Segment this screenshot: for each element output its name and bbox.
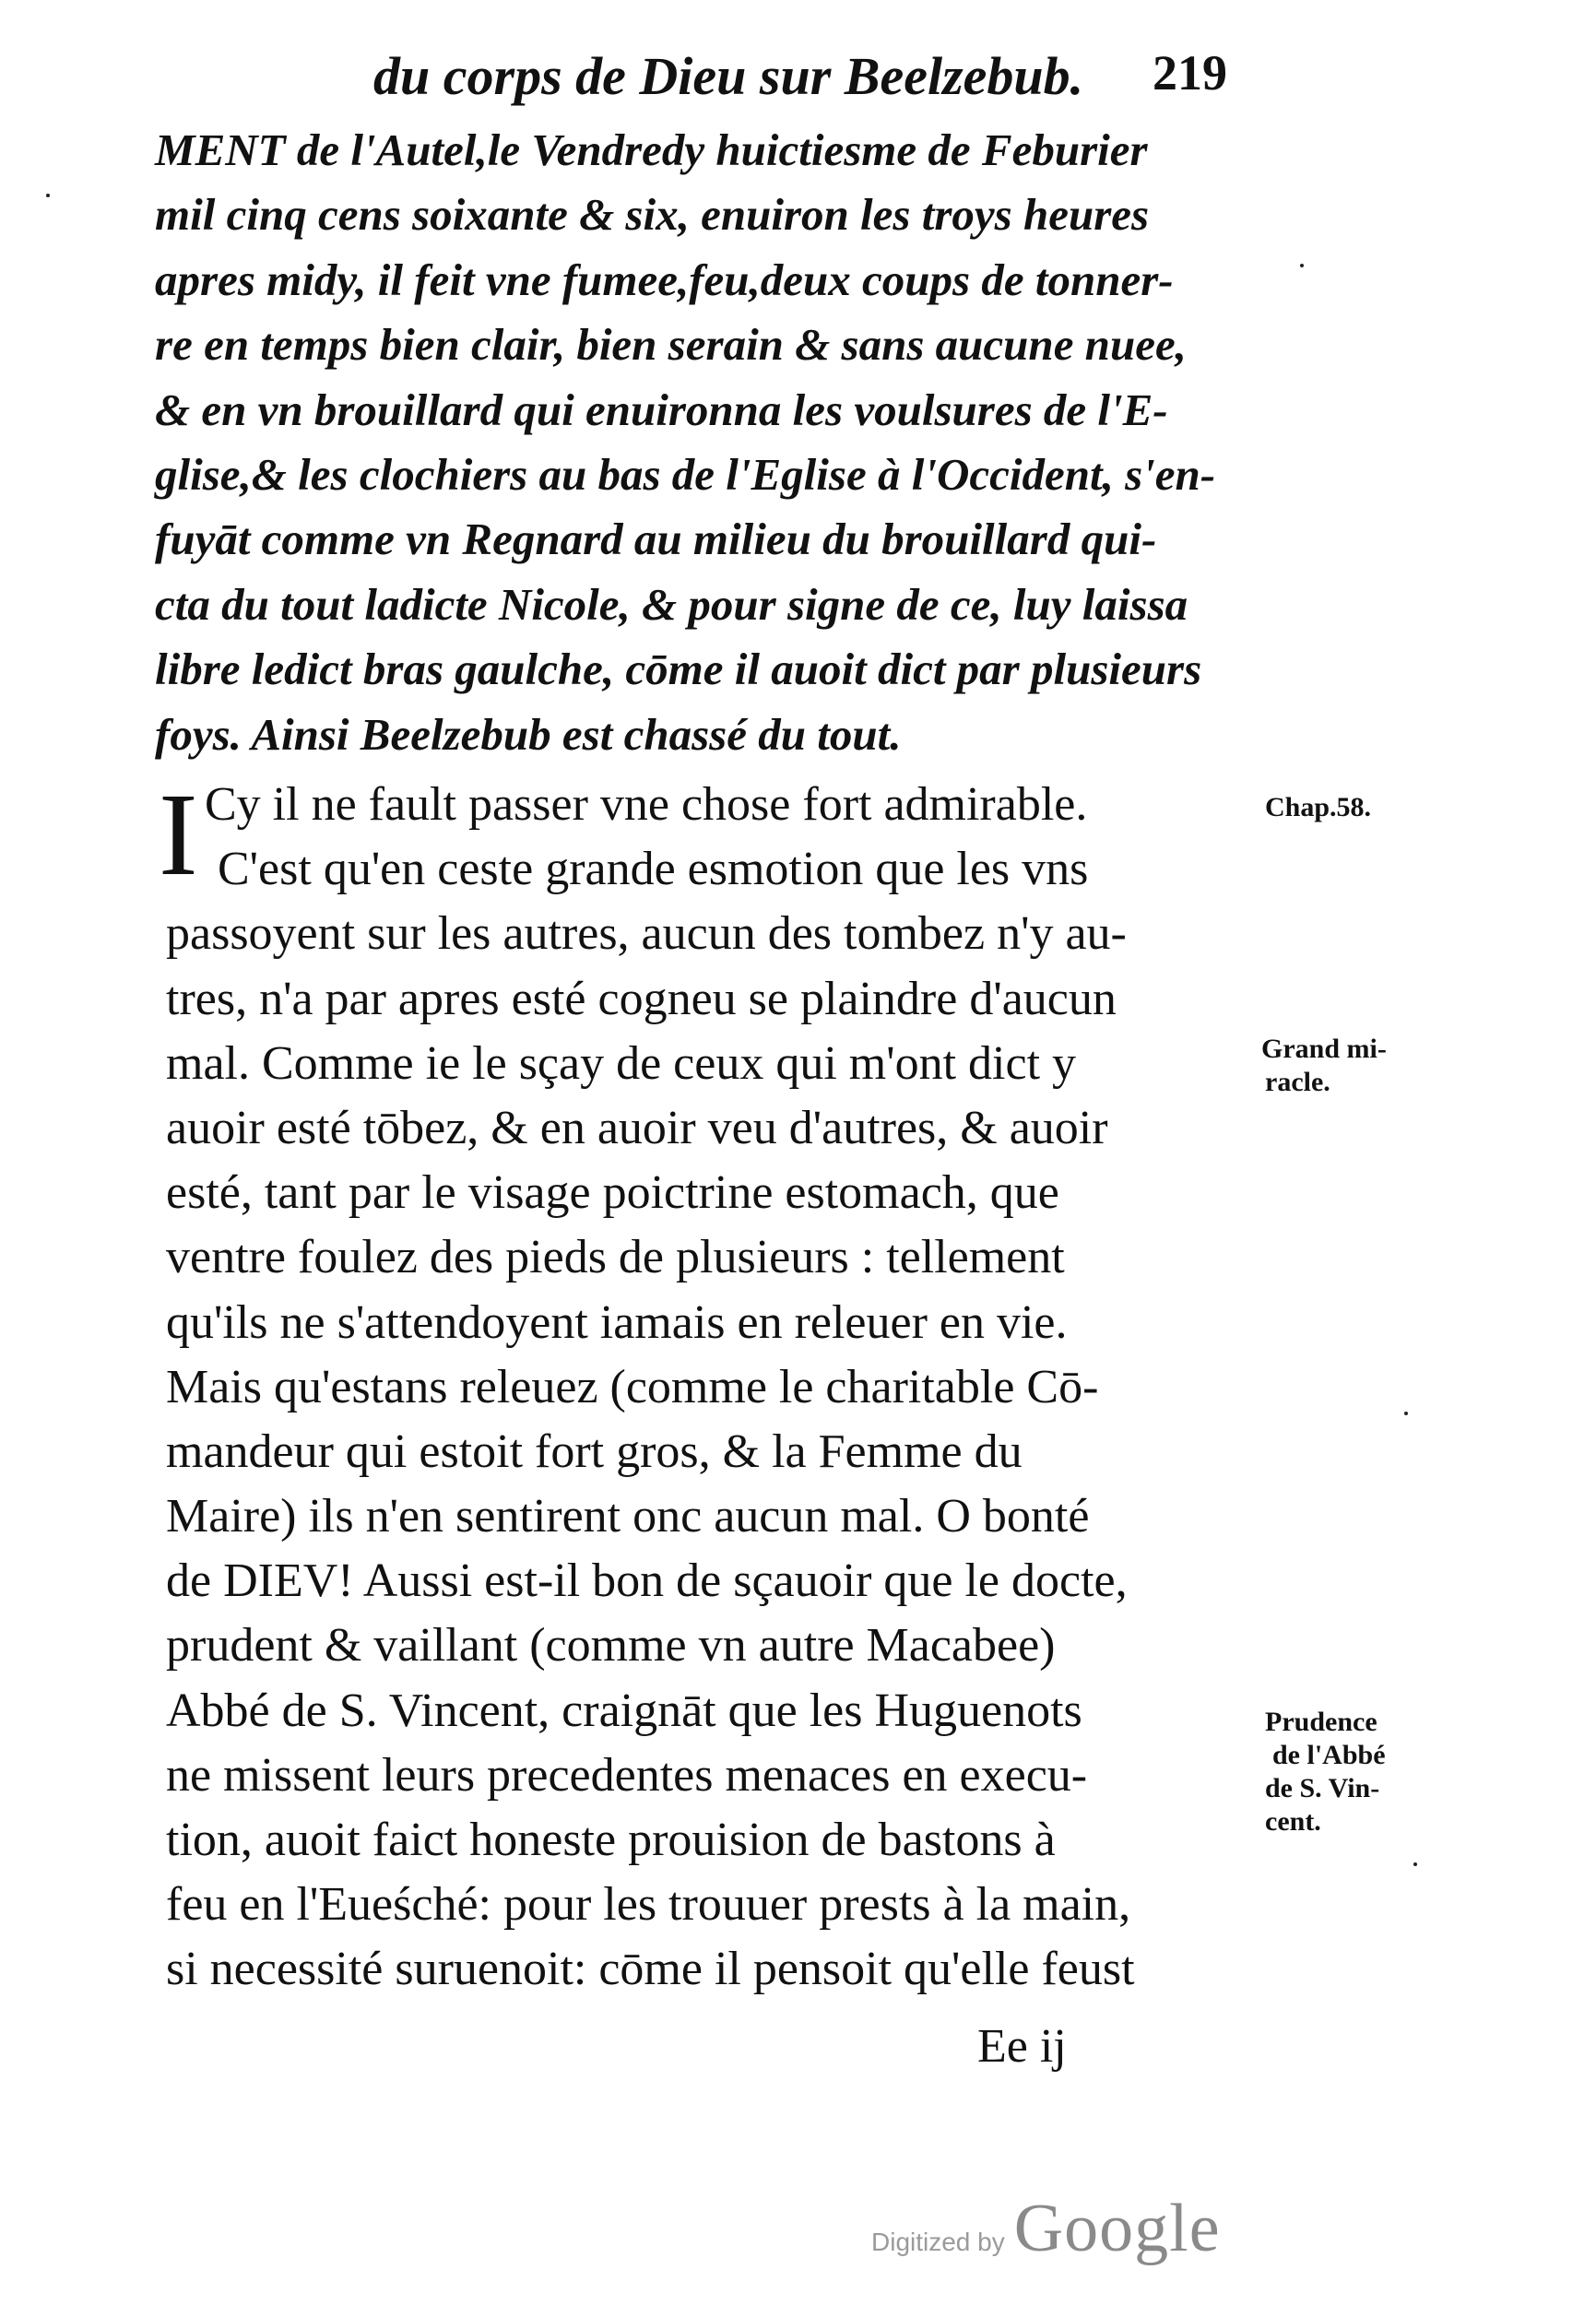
text-line: tres, n'a par apres esté cogneu se plaindre d'aucun: [166, 972, 1117, 1025]
watermark-prefix: Digitized by: [871, 2228, 1005, 2256]
margin-note-line: Prudence: [1265, 1707, 1377, 1737]
text-line: MENT de l'Autel,le Vendredy huictiesme de Feburier: [155, 124, 1148, 175]
text-line: de DIEV! Aussi est-il bon de sçauoir que le docte,: [166, 1554, 1128, 1608]
text-line: & en vn brouillard qui enuironna les voulsures de l'E-: [155, 384, 1168, 435]
text-line: mandeur qui estoit fort gros, & la Femme du: [166, 1424, 1023, 1478]
running-head: du corps de Dieu sur Beelzebub.: [373, 46, 1084, 106]
google-logo: Google: [1013, 2191, 1221, 2266]
text-line: re en temps bien clair, bien serain & sans aucune nuee,: [155, 319, 1187, 371]
roman-paragraph: [166, 773, 1263, 2003]
text-line: Mais qu'estans releuez (comme le charitable Cō-: [166, 1360, 1099, 1413]
text-line: si necessité suruenoit: cōme il pensoit qu'elle feust: [166, 1943, 1135, 1996]
margin-note-line: cent.: [1265, 1806, 1321, 1837]
text-line: fuyāt comme vn Regnard au milieu du brouillard qui-: [155, 514, 1157, 565]
signature-mark: Ee ij: [977, 2020, 1067, 2073]
margin-note-line: de S. Vin-: [1265, 1773, 1380, 1803]
margin-note-chapter: [1265, 791, 1371, 824]
text-line: cta du tout ladicte Nicole, & pour signe de ce, luy laissa: [155, 578, 1188, 630]
text-line: glise,& les clochiers au bas de l'Eglise à l'Occident, s'en-: [155, 448, 1216, 500]
text-line: Maire) ils n'en sentirent onc aucun mal. O bonté: [166, 1490, 1090, 1543]
text-line: C'est qu'en ceste grande esmotion que les vns: [218, 843, 1089, 896]
drop-cap: I: [159, 769, 198, 900]
text-line: Abbé de S. Vincent, craignāt que les Huguenots: [166, 1684, 1082, 1737]
text-line: auoir esté tōbez, & en auoir veu d'autres, & auoir: [166, 1101, 1108, 1154]
text-line: esté, tant par le visage poictrine estomach, que: [166, 1166, 1059, 1220]
text-line: tion, auoit faict honeste prouision de bastons à: [166, 1814, 1056, 1866]
text-line: mil cinq cens soixante & six, enuiron les troys heures: [155, 189, 1150, 241]
text-line: prudent & vaillant (comme vn autre Macabee): [166, 1619, 1056, 1673]
speck: [1404, 1412, 1408, 1415]
text-line: apres midy, il feit vne fumee,feu,deux coups de tonner-: [155, 254, 1174, 305]
text-line: feu en l'Eueśché: pour les trouuer prests à la main,: [166, 1878, 1131, 1932]
margin-note-line: Grand mi-: [1261, 1034, 1387, 1064]
speck: [1300, 264, 1304, 267]
text-line: libre ledict bras gaulche, cōme il auoit dict par plusieurs: [155, 644, 1202, 695]
speck: [1413, 1862, 1417, 1866]
text-line: ventre foulez des pieds de plusieurs : tellement: [166, 1231, 1065, 1284]
digitized-watermark: [871, 2190, 1221, 2268]
margin-note-line: Chap.58.: [1265, 792, 1372, 822]
italic-paragraph: [155, 118, 1261, 767]
speck: [46, 194, 50, 197]
text-line: Cy il ne fault passer vne chose fort admirable.: [205, 778, 1088, 831]
margin-note-line: racle.: [1265, 1067, 1330, 1097]
page-number: 219: [1153, 45, 1227, 100]
text-line: mal. Comme ie le sçay de ceux qui m'ont dict y: [166, 1036, 1077, 1090]
text-line: passoyent sur les autres, aucun des tombez n'y au-: [166, 907, 1127, 961]
margin-note-miracle: [1261, 1033, 1387, 1099]
text-line: ne missent leurs precedentes menaces en execu-: [166, 1748, 1088, 1802]
margin-note-prudence: [1265, 1706, 1386, 1838]
margin-note-line: de l'Abbé: [1272, 1740, 1386, 1770]
text-line: foys. Ainsi Beelzebub est chassé du tout.: [155, 708, 902, 760]
text-line: qu'ils ne s'attendoyent iamais en releuer en vie.: [166, 1295, 1068, 1349]
